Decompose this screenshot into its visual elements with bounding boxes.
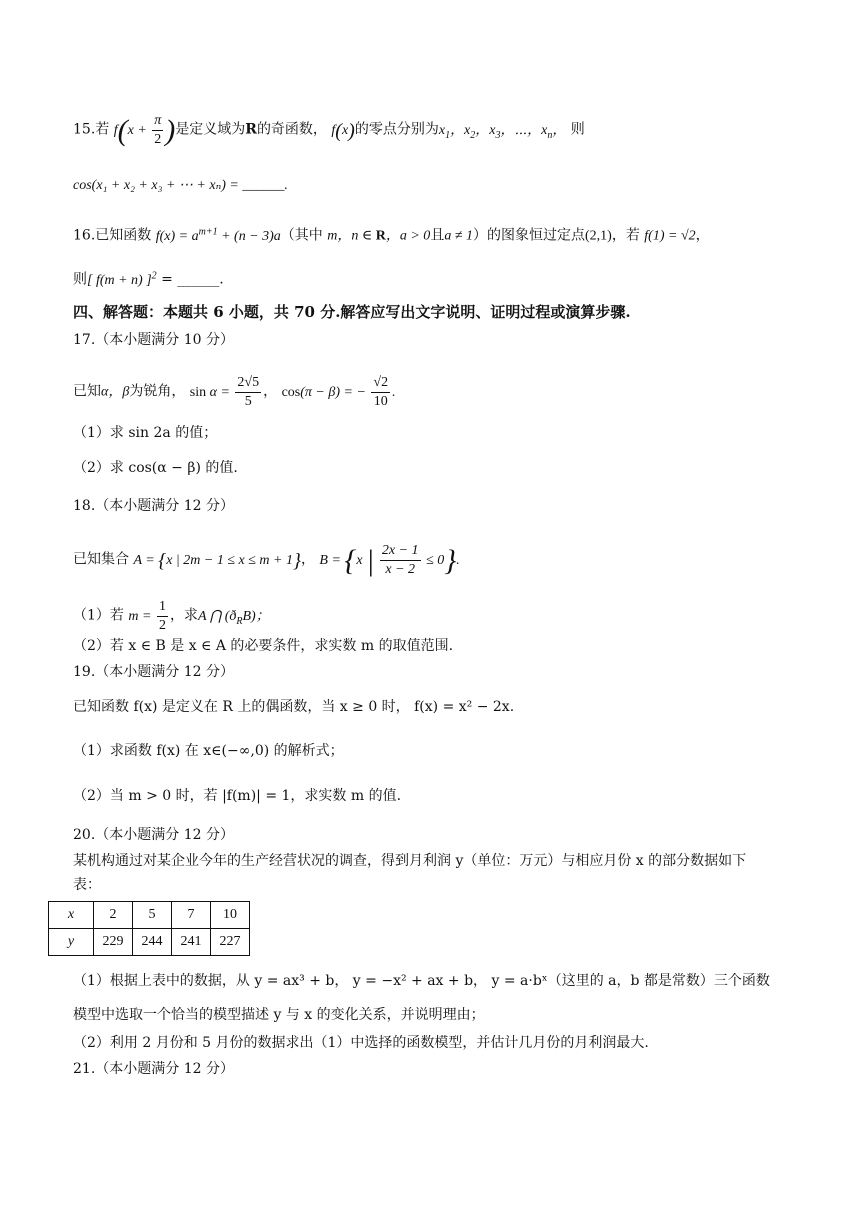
table-cell: 244 (133, 929, 172, 956)
q16-a-ne-1: a ≠ 1 (444, 228, 473, 244)
q18-head: 18.（本小题满分 12 分） (73, 498, 234, 514)
q20-data-table (48, 901, 250, 956)
q16-blank: = ______. (156, 271, 224, 288)
q16-text: ，若 (611, 227, 640, 244)
q17-part2: （2）求 cos(α − β) 的值. (73, 460, 238, 476)
q16-point: (2,1) (585, 228, 612, 244)
section4-title: 四、解答题：本题共 6 小题，共 70 分.解答应写出文字说明、证明过程或演算步骤. (73, 303, 631, 321)
q17-text: 为锐角， (129, 383, 186, 400)
q16-text: 已知函数 (95, 227, 152, 244)
q20-line2: 表： (73, 877, 101, 893)
q16-line2 (73, 266, 224, 291)
q15-line2 (73, 176, 288, 196)
table-cell: 229 (94, 929, 133, 956)
table-header-y: y (49, 929, 94, 956)
q18-text: 已知集合 (73, 551, 129, 568)
q16-text: 则 (73, 271, 87, 288)
table-cell: 227 (211, 929, 250, 956)
q16-line1: 16.已知函数 $f(x) = a^{m+1} + (n - 3)a$（其中 m，n ∈ R，a > 0且a ≠ 1）的图象恒过定点(2,1)，若 f(1) = √2， (73, 226, 710, 244)
q19-head: 19.（本小题满分 12 分） (73, 664, 234, 680)
q16-number: 16. (73, 227, 96, 244)
q15-text: 则 (570, 121, 585, 138)
q18-set-A: A = {x | 2m − 1 ≤ x ≤ m + 1} (133, 549, 301, 572)
q15-line1 (73, 112, 585, 149)
q16-expression: [ f(m + n) ]$^2$ (87, 270, 157, 288)
table-row (49, 929, 250, 956)
q19-part1: （1）求函数 f(x) 在 x∈(−∞,0) 的解析式； (73, 743, 344, 759)
q18-text: （1）若 (73, 607, 124, 624)
q15-R: R (245, 121, 257, 138)
q16-formula: $f(x) = a^{m+1} + (n - 3)a$ (155, 226, 281, 244)
q17-head: 17.（本小题满分 10 分） (73, 332, 234, 348)
q18-text: ，求 (169, 607, 198, 624)
q15-formula: f(x + $\frac{\pi}{2}$ ) (113, 113, 176, 147)
q17-given: 已知α，β为锐角， sin α = $\frac{2√5}{5}$ ， cos(π − β) = − $\frac{√2}{10}$ . (73, 375, 396, 409)
q20-head: 20.（本小题满分 12 分） (73, 827, 234, 843)
q20-line1: 某机构通过对某企业今年的生产经营状况的调查，得到月利润 y（单位：万元）与相应月份 x 的部分数据如下 (73, 853, 747, 869)
q15-text: 的零点分别为 (354, 121, 439, 138)
table-header-x: x (49, 902, 94, 929)
q18-part2: （2）若 x ∈ B 是 x ∈ A 的必要条件，求实数 m 的取值范围. (73, 638, 454, 654)
table-cell: 10 (211, 902, 250, 929)
q18-m-value: m = $\frac{1}{2}$ (128, 599, 166, 633)
table-cell: 5 (133, 902, 172, 929)
table-cell: 7 (172, 902, 211, 929)
q19-given: 已知函数 f(x) 是定义在 R 上的偶函数，当 x ≥ 0 时， f(x) = x² − 2x. (73, 699, 515, 715)
q20-part1-line2: 模型中选取一个恰当的模型描述 y 与 x 的变化关系，并说明理由； (73, 1007, 485, 1023)
q17-text: 已知 (73, 383, 101, 400)
q15-zeros: $x_1$，$x_2$，$x_3$，⋯，$x_n$， (438, 122, 567, 141)
q16-f1: f(1) = √2 (644, 228, 696, 244)
q15-text: 是定义域为 (175, 121, 246, 138)
q16-mn: m，n ∈ R，a > 0 (327, 228, 431, 244)
q17-sin: sin α = $\frac{2√5}{5}$ (189, 375, 260, 409)
q15-fx: f(x) (331, 119, 355, 142)
q15-text: 的奇函数， (256, 121, 327, 138)
q16-text: ）的图象恒过定点 (473, 227, 585, 244)
q17-part1: （1）求 sin 2a 的值； (73, 425, 218, 441)
q18-expression: A ⋂ $(ð_RB)$； (197, 608, 270, 627)
table-row (49, 902, 250, 929)
q20-part2: （2）利用 2 月份和 5 月份的数据求出（1）中选择的函数模型，并估计几月份的月利润最大. (73, 1035, 649, 1051)
table-cell: 241 (172, 929, 211, 956)
q16-text: （其中 (280, 227, 323, 244)
q21-head: 21.（本小题满分 12 分） (73, 1061, 234, 1077)
table-cell: 2 (94, 902, 133, 929)
q15-cos-expression: cos(x₁ + x₂ + x₃ + ⋯ + xₙ) = ______. (73, 178, 288, 193)
q18-given: 已知集合 A = {x | 2m − 1 ≤ x ≤ m + 1}， B = {x | $\frac{2x - 1}{x - 2}$ ≤ 0}. (73, 543, 460, 577)
q18-set-B: B = {x | $\frac{2x - 1}{x - 2}$ ≤ 0}. (319, 543, 460, 577)
q20-part1-line1: （1）根据上表中的数据，从 y = ax³ + b， y = −x² + ax + b， y = a·bˣ（这里的 a，b 都是常数）三个函数 (73, 973, 770, 989)
q18-part1 (73, 598, 270, 635)
q17-cos: cos(π − β) = − $\frac{√2}{10}$ . (281, 375, 396, 409)
q15-number: 15. (73, 121, 96, 138)
q19-part2: （2）当 m > 0 时，若 |f(m)| = 1，求实数 m 的值. (73, 788, 402, 804)
q15-text: 若 (95, 121, 110, 138)
q16-text: 且 (430, 227, 445, 244)
